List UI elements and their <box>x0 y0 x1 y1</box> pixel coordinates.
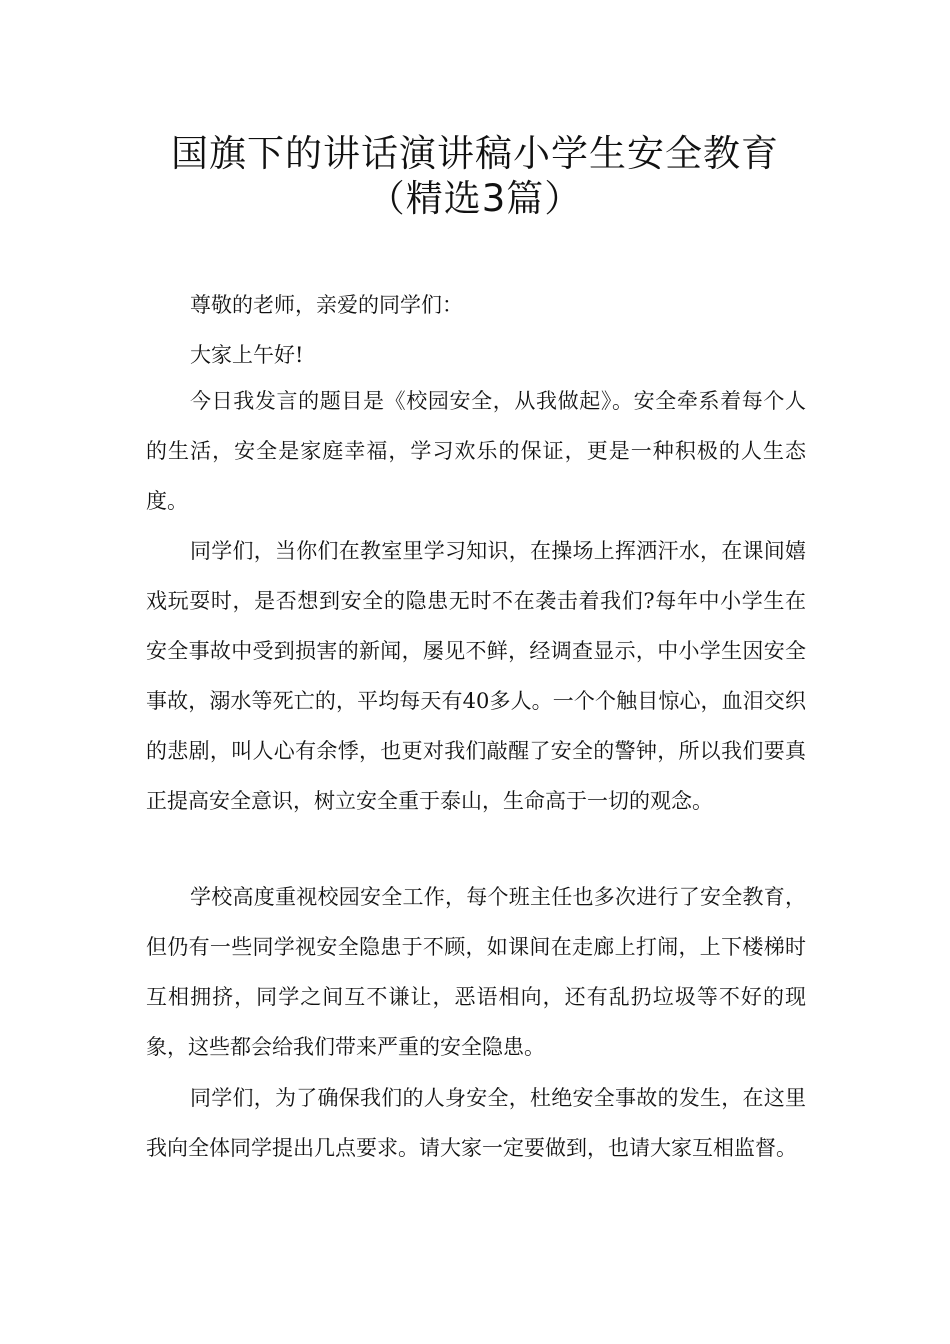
paragraph-school-attention <box>146 872 806 1072</box>
paragraph-greeting <box>146 330 806 380</box>
paragraph-text: 尊敬的老师，亲爱的同学们： <box>190 293 463 317</box>
paragraph-text: 同学们，当你们在教室里学习知识，在操场上挥洒汗水，在课间嬉戏玩耍时，是否想到安全的隐患无时不在袭击着我们?每年中小学生在安全事故中受到损害的新闻，屡见不鲜，经调查显示，中小学生因安全事故，溺水等死亡的，平均每天有40多人。一个个触目惊心，血泪交织的悲剧，叫人心有余悸，也更对我们敲醒了安全的警钟，所以我们要真正提高安全意识，树立安全重于泰山，生命高于一切的观念。 <box>146 539 806 813</box>
paragraph-text: 今日我发言的题目是《校园安全，从我做起》。安全牵系着每个人的生活，安全是家庭幸福，学习欢乐的保证，更是一种积极的人生态度。 <box>146 389 806 513</box>
paragraph-text: 同学们，为了确保我们的人身安全，杜绝安全事故的发生，在这里我向全体同学提出几点要求。请大家一定要做到，也请大家互相监督。 <box>146 1086 806 1160</box>
document-title-line-1: 国旗下的讲话演讲稿小学生安全教育 <box>171 132 779 175</box>
paragraph-hazards <box>146 526 806 826</box>
paragraph-text: 学校高度重视校园安全工作，每个班主任也多次进行了安全教育，但仍有一些同学视安全隐患于不顾，如课间在走廊上打闹，上下楼梯时互相拥挤，同学之间互不谦让，恶语相向，还有乱扔垃圾等不好的现象，这些都会给我们带来严重的安全隐患。 <box>146 885 806 1059</box>
paragraph-salutation <box>146 280 806 330</box>
paragraph-text: 大家上午好! <box>190 343 304 367</box>
paragraph-requirements <box>146 1073 806 1173</box>
document-title-line-2: （精选3篇） <box>367 177 583 220</box>
paragraph-topic <box>146 376 806 526</box>
